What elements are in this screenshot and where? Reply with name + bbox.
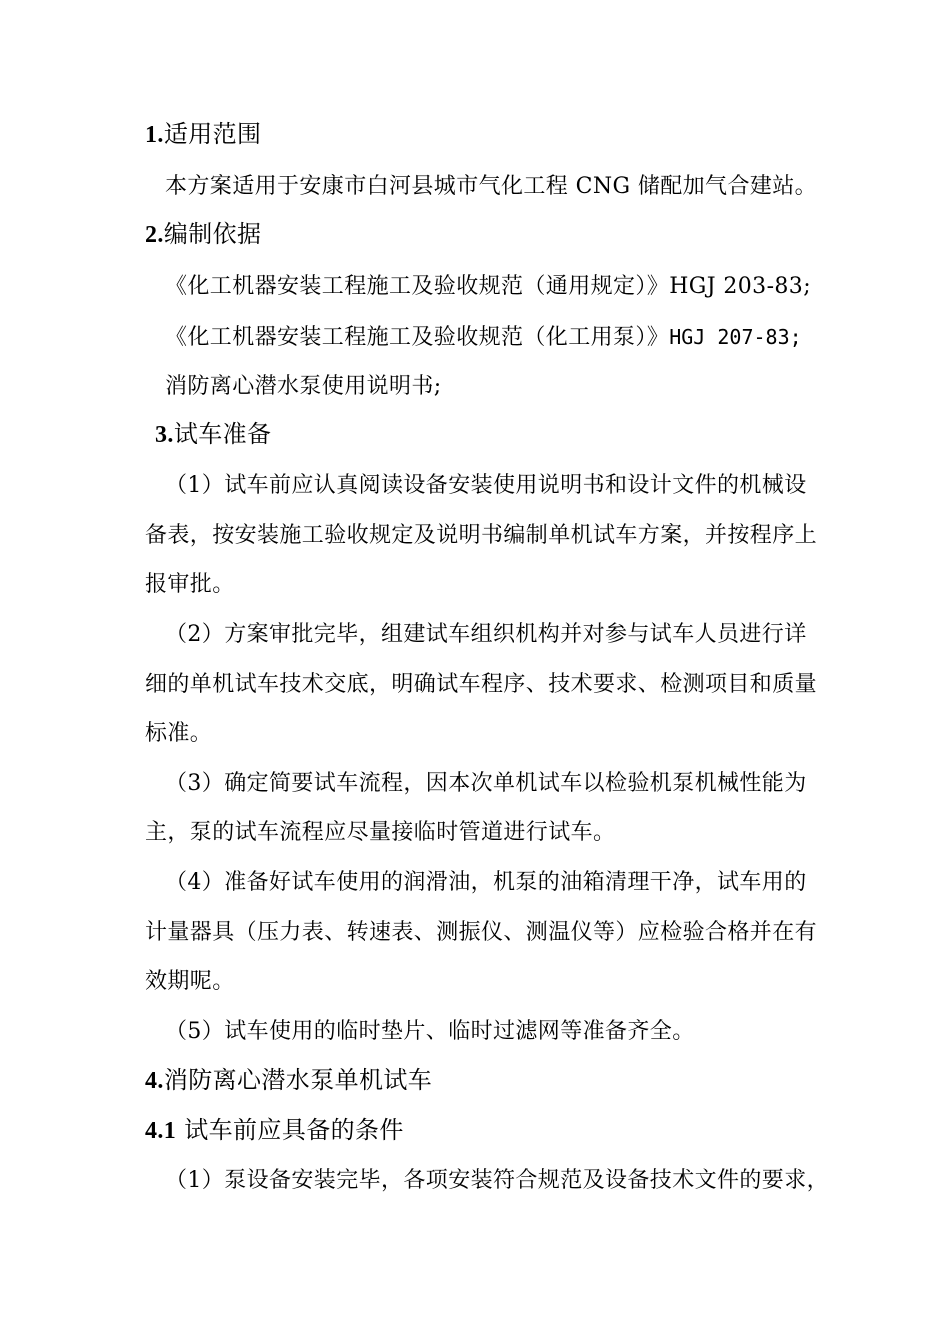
section-heading-3: 3.试车准备: [155, 420, 272, 448]
prep-line: （5）试车使用的临时垫片、临时过滤网等准备齐全。: [165, 1019, 695, 1044]
prep-line: 效期呢。: [145, 969, 235, 994]
prep-line: 计量器具（压力表、转速表、测振仪、测温仪等）应检验合格并在有: [145, 920, 818, 945]
prep-line: 细的单机试车技术交底，明确试车程序、技术要求、检测项目和质量: [145, 672, 818, 697]
section-heading-1: 1.适用范围: [145, 120, 262, 148]
basis-item-2: 《化工机器安装工程施工及验收规范（化工用泵）》HGJ 207-83;: [165, 325, 802, 350]
subsection-heading-4-1: 4.1 试车前应具备的条件: [145, 1116, 404, 1144]
condition-line: （1）泵设备安装完毕，各项安装符合规范及设备技术文件的要求，: [165, 1168, 829, 1193]
scope-paragraph: 本方案适用于安康市白河县城市气化工程 CNG 储配加气合建站。: [165, 174, 818, 199]
section-heading-4: 4.消防离心潜水泵单机试车: [145, 1066, 433, 1094]
prep-line: 备表，按安装施工验收规定及说明书编制单机试车方案，并按程序上: [145, 523, 818, 548]
prep-line: （3）确定简要试车流程，因本次单机试车以检验机泵机械性能为: [165, 771, 807, 796]
prep-line: （1）试车前应认真阅读设备安装使用说明书和设计文件的机械设: [165, 473, 807, 498]
prep-line: （4）准备好试车使用的润滑油，机泵的油箱清理干净，试车用的: [165, 870, 807, 895]
section-heading-2: 2.编制依据: [145, 220, 262, 248]
prep-line: 标准。: [145, 721, 213, 746]
basis-item-1: 《化工机器安装工程施工及验收规范（通用规定）》HGJ 203-83;: [165, 274, 812, 299]
prep-line: 主，泵的试车流程应尽量接临时管道进行试车。: [145, 820, 616, 845]
prep-line: （2）方案审批完毕，组建试车组织机构并对参与试车人员进行详: [165, 622, 807, 647]
basis-item-3: 消防离心潜水泵使用说明书;: [165, 374, 442, 399]
prep-line: 报审批。: [145, 572, 235, 597]
